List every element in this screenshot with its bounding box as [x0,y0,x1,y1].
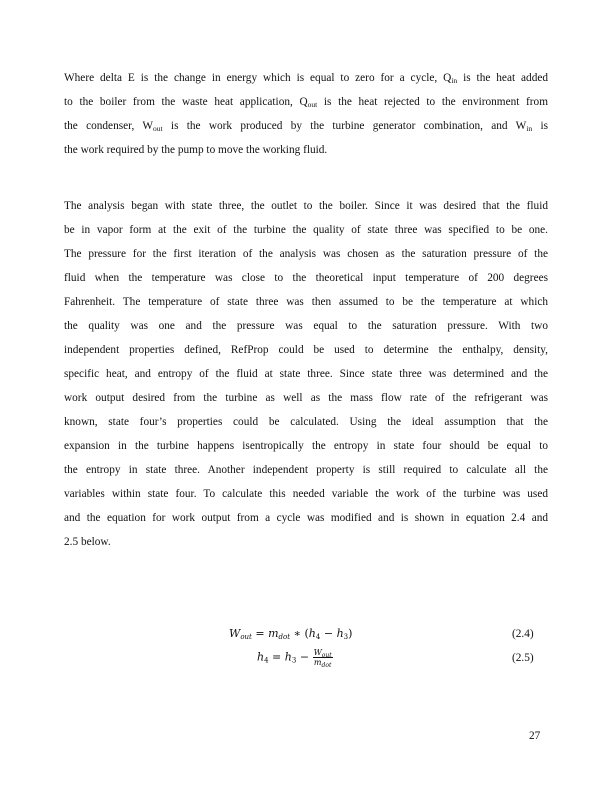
math-symbol: = [268,650,285,664]
math-symbol: ∗ ( [290,627,309,640]
text-line: be in vapor form at the exit of the turbine the quality of state three was specified to be one. [64,224,548,236]
subscript: in [451,76,458,85]
text-line: variables within state four. To calculate this needed variable the work of the turbine was used [64,488,548,500]
text: the condenser, W [64,120,154,132]
equation-number: (2.5) [512,652,534,664]
math-symbol: out [321,652,332,659]
math-symbol: dot [321,662,332,669]
text: Where delta E is the change in energy which is equal to zero for a cycle, Q [64,72,452,84]
math-symbol: − [296,650,313,664]
math-symbol: W [229,627,241,640]
math-symbol: h [336,627,344,640]
math-symbol: W [313,648,322,657]
equation [229,627,352,640]
text-line: specific heat, and entropy of the fluid at state three. Since state three was determined and the [64,368,548,380]
text-line [64,119,548,133]
text-line: 2.5 below. [64,536,111,548]
text: the work required by the pump to move the working fluid. [64,144,328,156]
text-line: independent properties defined, RefProp could be used to determine the enthalpy, density, [64,344,548,356]
math-symbol: ) [348,627,353,640]
text: to the boiler from the waste heat application, Q [64,96,308,108]
math-symbol: − [320,627,337,640]
math-symbol: dot [278,633,291,641]
math-symbol: m [313,658,322,667]
text-line: fluid when the temperature was close to the theoretical input temperature of 200 degrees [64,272,548,284]
equation [257,648,333,667]
math-symbol: h [308,627,316,640]
text-line [64,143,548,157]
text-line: and the equation for work output from a cycle was modified and is shown in equation 2.4 and [64,512,548,524]
subscript: in [526,124,533,133]
text-line: known, state four’s properties could be calculated. Using the ideal assumption that the [64,416,548,428]
math-symbol: 3 [291,656,297,665]
text: is [532,120,549,132]
text-line [64,95,548,109]
text-line: the entropy in state three. Another independent property is still required to calculate all the [64,464,548,476]
math-symbol: = [251,627,269,640]
page-number: 27 [529,730,541,742]
text-line: Fahrenheit. The temperature of state three was then assumed to be the temperature at which [64,296,548,308]
text-line: work output desired from the turbine as well as the mass flow rate of the refrigerant was [64,392,548,404]
equation-number: (2.4) [512,628,534,640]
text-line [64,71,548,85]
text: is the work produced by the turbine generator combination, and W [162,120,527,132]
math-symbol: 3 [343,633,349,641]
math-symbol: out [240,633,252,641]
math-symbol: 4 [264,656,269,665]
subscript: out [307,100,318,109]
text-line: the quality was one and the pressure was equal to the saturation pressure. With two [64,320,548,332]
math-symbol: h [284,650,292,664]
text: is the heat rejected to the environment from [317,96,548,108]
math-symbol: h [257,650,265,664]
math-symbol: 4 [315,633,321,641]
math-symbol: m [268,627,279,640]
text: is the heat added [457,72,548,84]
text-line: The pressure for the first iteration of the analysis was chosen as the saturation pressure of the [64,248,548,260]
text-line: The analysis began with state three, the outlet to the boiler. Since it was desired that the fluid [64,200,548,212]
fraction [313,648,333,667]
text-line: expansion in the turbine happens isentropically the entropy in state four should be equal to [64,440,548,452]
subscript: out [153,124,163,133]
